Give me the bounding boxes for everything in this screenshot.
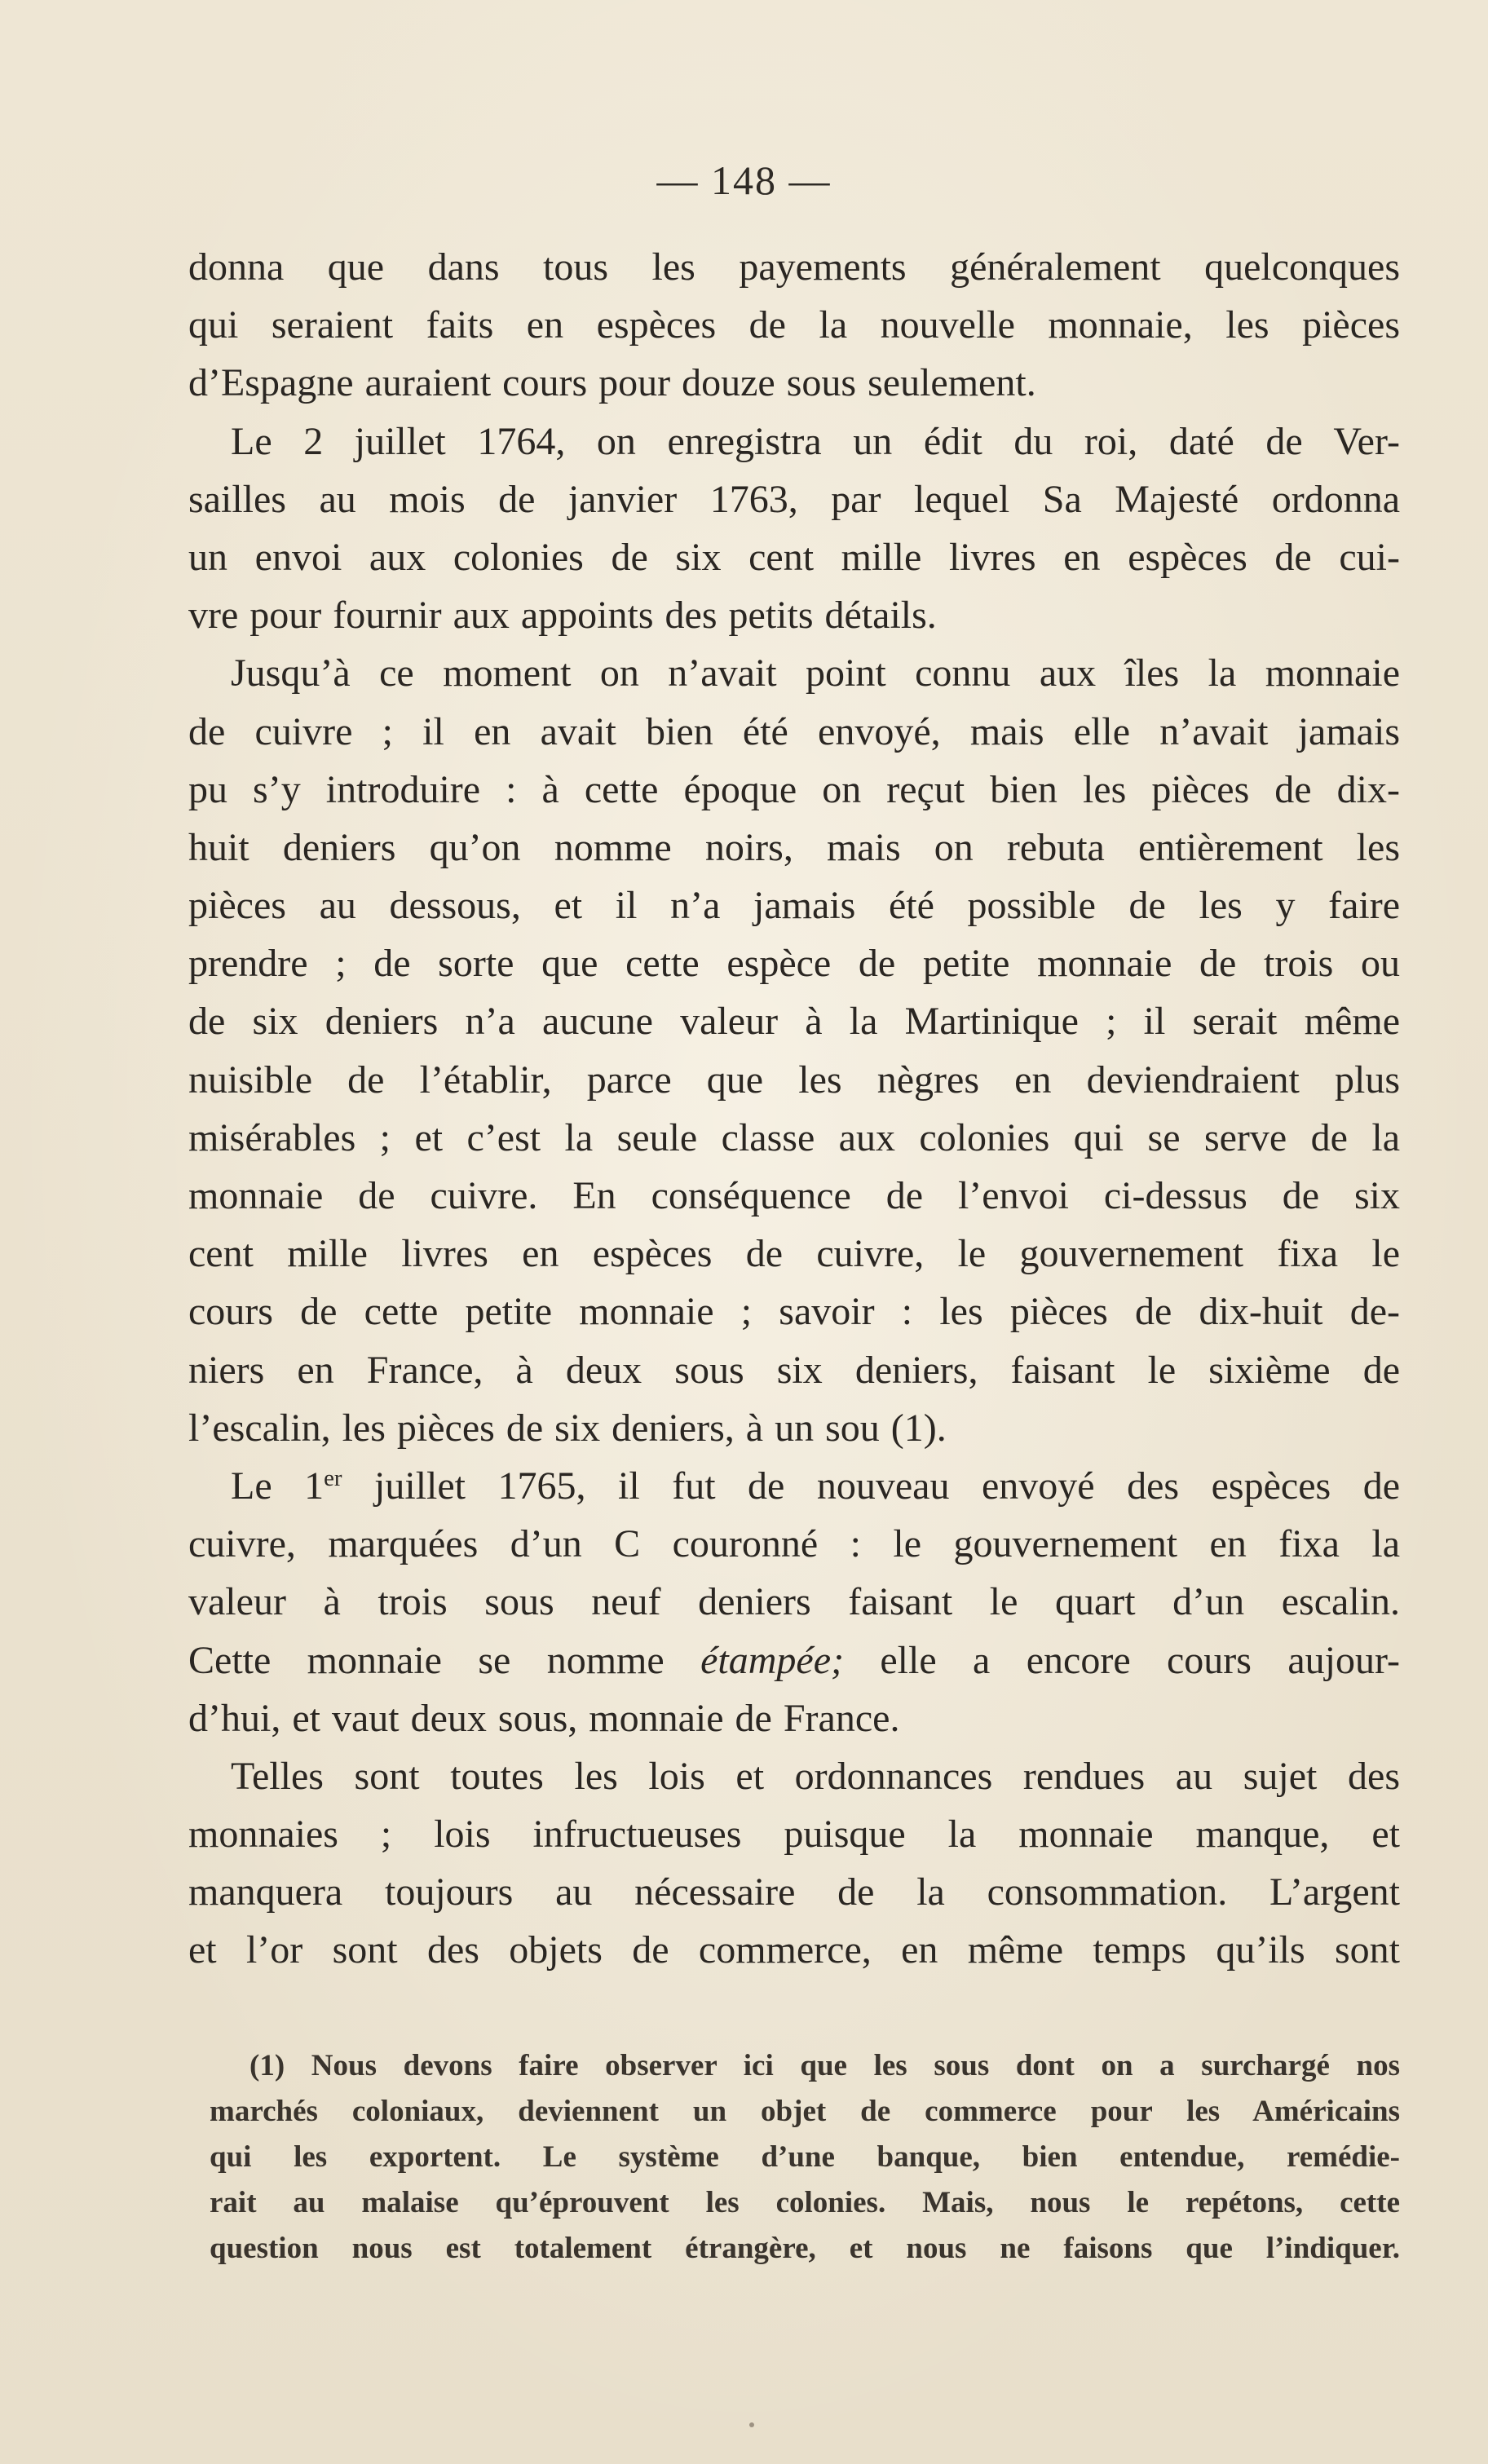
text-line: monnaie de cuivre. En conséquence de l’envoi ci-dessus de six: [188, 1174, 1400, 1217]
footnote-line: (1) Nous devons faire observer ici que les sous dont on a surchargé nos: [249, 2049, 1400, 2082]
footnote-line: qui les exportent. Le système d’une banque, bien entendue, remédie-: [210, 2140, 1400, 2174]
line-start: Cette monnaie se nomme: [188, 1638, 665, 1682]
text-line: de six deniers n’a aucune valeur à la Martinique ; il serait même: [188, 1000, 1400, 1044]
line-rest: juillet 1765, il fut de nouveau envoyé des espèces de: [374, 1464, 1401, 1508]
footnote-line: marchés coloniaux, deviennent un objet de commerce pour les Américains: [210, 2095, 1400, 2128]
text-line: misérables ; et c’est la seule classe aux colonies qui se serve de la: [188, 1115, 1400, 1159]
italic-term: étampée;: [700, 1638, 844, 1682]
page-number: — 148 —: [656, 157, 832, 203]
text-line: sailles au mois de janvier 1763, par lequel Sa Majesté ordonna: [188, 477, 1400, 521]
text-line-with-superscript: [188, 1457, 1400, 1515]
text-line: donna que dans tous les payements généralement quelconques: [188, 245, 1400, 289]
footnote: [210, 2043, 1400, 2272]
line-prefix: Le 1: [231, 1464, 325, 1508]
text-line: manquera toujours au nécessaire de la consommation. L’argent: [188, 1870, 1400, 1914]
text-line: Le 2 juillet 1764, on enregistra un édit du roi, daté de Ver-: [231, 419, 1400, 463]
text-line: qui seraient faits en espèces de la nouvelle monnaie, les pièces: [188, 303, 1400, 347]
footnote-line: question nous est totalement étrangère, et nous ne faisons que l’indiquer.: [210, 2232, 1400, 2265]
line-end: elle a encore cours aujour-: [880, 1638, 1401, 1682]
paper-speck: [749, 2422, 754, 2427]
text-line: monnaies ; lois infructueuses puisque la monnaie manque, et: [188, 1813, 1400, 1857]
text-line: pu s’y introduire : à cette époque on reçut bien les pièces de dix-: [188, 767, 1400, 811]
text-line: pièces au dessous, et il n’a jamais été possible de les y faire: [188, 884, 1400, 928]
text-line: cent mille livres en espèces de cuivre, le gouvernement fixa le: [188, 1232, 1400, 1276]
text-line: d’Espagne auraient cours pour douze sous seulement.: [188, 361, 1036, 405]
text-line: cuivre, marquées d’un C couronné : le gouvernement en fixa la: [188, 1522, 1400, 1566]
text-line: huit deniers qu’on nomme noirs, mais on rebuta entièrement les: [188, 825, 1400, 869]
text-line: nuisible de l’établir, parce que les nègres en deviendraient plus: [188, 1058, 1400, 1102]
text-line: Telles sont toutes les lois et ordonnances rendues au sujet des: [231, 1754, 1400, 1798]
text-line-with-italic: [188, 1632, 1400, 1689]
text-line: valeur à trois sous neuf deniers faisant le quart d’un escalin.: [188, 1580, 1400, 1624]
text-line: un envoi aux colonies de six cent mille livres en espèces de cui-: [188, 535, 1400, 579]
body-text: [188, 238, 1400, 1980]
text-line: vre pour fournir aux appoints des petits détails.: [188, 594, 937, 638]
text-line: et l’or sont des objets de commerce, en même temps qu’ils sont: [188, 1928, 1400, 1972]
text-line: niers en France, à deux sous six deniers, faisant le sixième de: [188, 1348, 1400, 1392]
text-line: d’hui, et vaut deux sous, monnaie de France.: [188, 1696, 900, 1740]
text-line: Jusqu’à ce moment on n’avait point connu aux îles la monnaie: [231, 651, 1400, 695]
superscript: er: [324, 1465, 342, 1492]
text-line: l’escalin, les pièces de six deniers, à un sou (1).: [188, 1406, 947, 1450]
text-line: de cuivre ; il en avait bien été envoyé, mais elle n’avait jamais: [188, 709, 1400, 753]
text-line: prendre ; de sorte que cette espèce de petite monnaie de trois ou: [188, 942, 1400, 986]
footnote-line: rait au malaise qu’éprouvent les colonies. Mais, nous le repétons, cette: [210, 2186, 1400, 2219]
text-line: cours de cette petite monnaie ; savoir : les pièces de dix-huit de-: [188, 1290, 1400, 1334]
